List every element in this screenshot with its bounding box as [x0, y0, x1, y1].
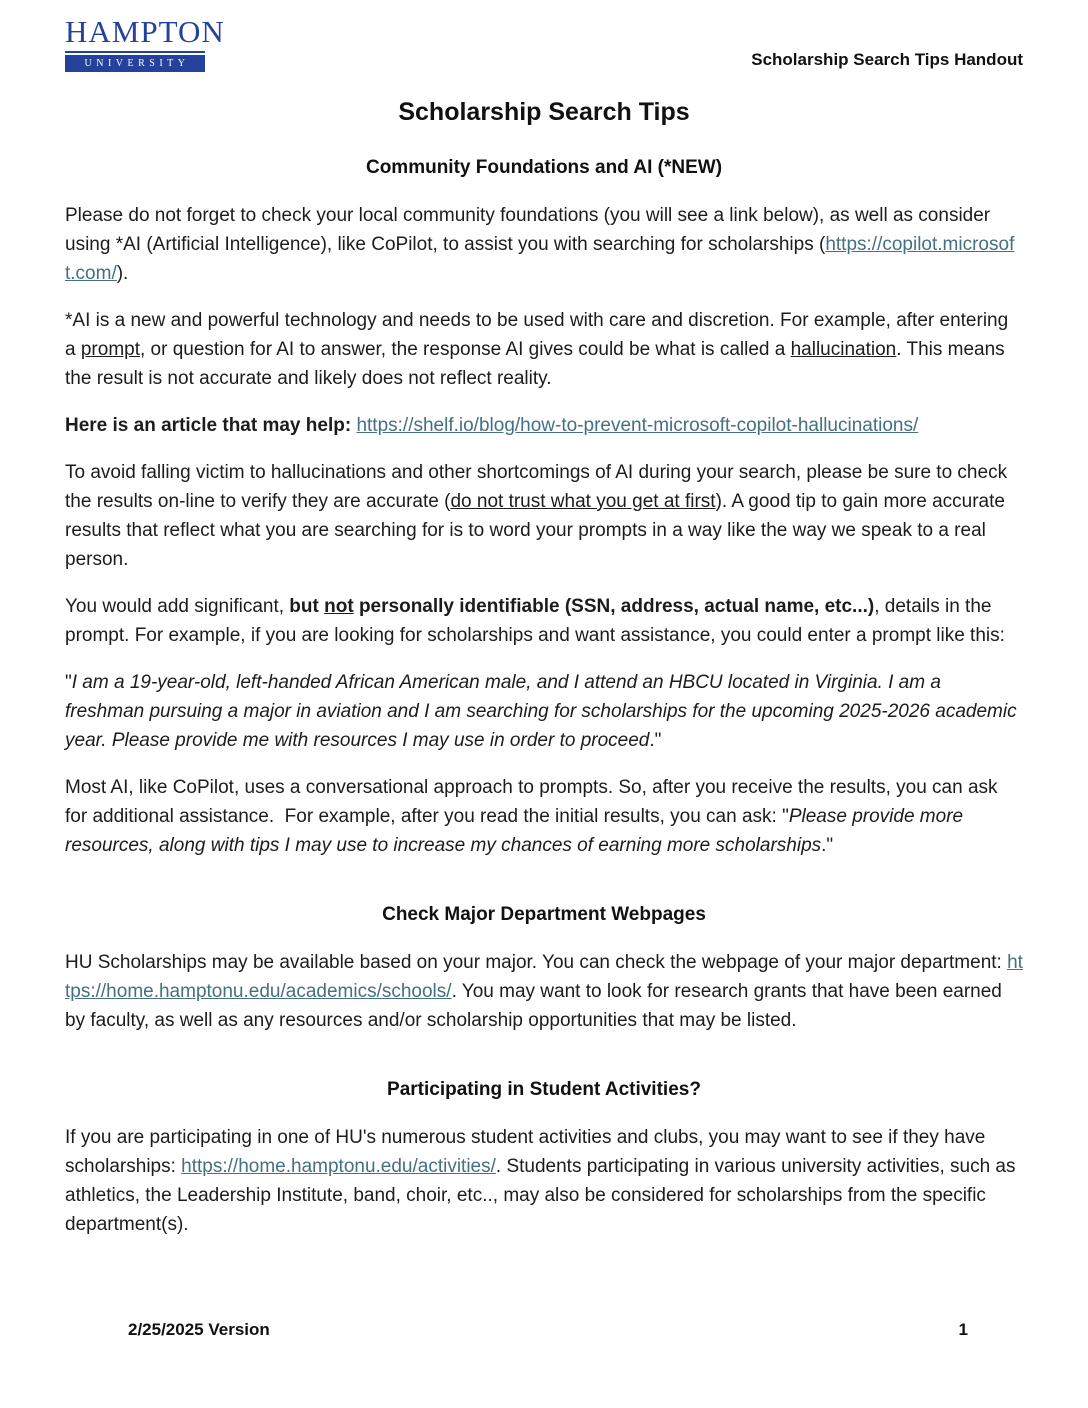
text-run: personally identifiable (SSN, address, actual name, etc...)	[353, 595, 875, 617]
text-run: do not trust what you get at first	[450, 490, 716, 512]
section-community-foundations-ai	[65, 157, 1023, 860]
section-student-activities	[65, 1079, 1023, 1239]
text-run: . You may want to look for research grants that have been earned by faculty, as well as any resources and/or scholarship opportunities that may be listed.	[65, 980, 1008, 1031]
handout-label: Scholarship Search Tips Handout	[751, 49, 1023, 69]
hyperlink[interactable]: https://home.hamptonu.edu/academics/schools/	[65, 951, 1023, 1002]
text-run: Please provide more resources, along with tips I may use to increase my chances of earning more scholarships	[65, 805, 969, 856]
text-run: Here is an article that may help:	[65, 414, 357, 436]
hyperlink[interactable]: https://shelf.io/blog/how-to-prevent-microsoft-copilot-hallucinations/	[356, 414, 919, 436]
text-run: *AI is a new and powerful technology and needs to be used with care and discretion. For example, after entering a	[65, 309, 1014, 360]
hyperlink[interactable]: https://home.hamptonu.edu/activities/	[181, 1155, 496, 1177]
page-footer	[0, 1320, 1088, 1340]
paragraph	[65, 306, 1023, 393]
page-title: Scholarship Search Tips	[398, 97, 690, 126]
section-paragraphs	[65, 201, 1023, 860]
text-run: I am a 19-year-old, left-handed African American male, and I attend an HBCU located in Virginia. I am a freshman pursuing a major in aviation and I am searching for scholarships for the upcoming 2025-2026 academic year. Please provide me with resources I may use in order to proceed	[65, 671, 1022, 751]
text-run: . This means the result is not accurate and likely does not reflect reality.	[65, 338, 1010, 389]
paragraph	[65, 1123, 1023, 1239]
section-paragraphs	[65, 1123, 1023, 1239]
paragraph	[65, 773, 1023, 860]
document-body	[0, 157, 1088, 1239]
section-heading: Participating in Student Activities?	[387, 1078, 701, 1100]
logo-wordmark: HAMPTON	[65, 14, 225, 49]
hampton-university-logo	[65, 14, 225, 72]
text-run: Please do not forget to check your local community foundations (you will see a link below), as well as consider using *AI (Artificial Intelligence), like CoPilot, to assist you with searching for scholarships (	[65, 204, 996, 255]
text-run: If you are participating in one of HU's numerous student activities and clubs, you may want to see if they have scholarships:	[65, 1126, 991, 1177]
text-run: ).	[116, 262, 129, 284]
text-run: HU Scholarships may be available based on your major. You can check the webpage of your major department:	[65, 951, 1008, 973]
text-run: ."	[821, 834, 834, 856]
paragraph	[65, 592, 1023, 650]
paragraph	[65, 411, 1023, 440]
logo-divider	[65, 51, 205, 53]
version-label: 2/25/2025 Version	[128, 1320, 270, 1339]
hyperlink[interactable]: https://copilot.microsoft.com/	[65, 233, 1015, 284]
text-run: , details in the prompt. For example, if you are looking for scholarships and want assistance, you could enter a prompt like this:	[65, 595, 1005, 646]
paragraph	[65, 948, 1023, 1035]
text-run: not	[324, 595, 354, 617]
text-run: ."	[649, 729, 662, 751]
text-run: hallucination	[790, 338, 897, 360]
section-paragraphs	[65, 948, 1023, 1035]
paragraph	[65, 668, 1023, 755]
section-check-major-department	[65, 904, 1023, 1035]
section-heading: Check Major Department Webpages	[382, 903, 706, 925]
paragraph	[65, 458, 1023, 574]
section-heading: Community Foundations and AI (*NEW)	[365, 156, 723, 178]
text-run: ). A good tip to gain more accurate results that reflect what you are searching for is to word your prompts in a way like the way we speak to a real person.	[65, 490, 1011, 570]
text-run: . Students participating in various university activities, such as athletics, the Leadership Institute, band, choir, etc.., may also be considered for scholarships from the specific department(s).	[65, 1155, 1021, 1235]
text-run: prompt	[80, 338, 140, 360]
text-run: You would add significant,	[65, 595, 290, 617]
page-header	[0, 0, 1088, 72]
page-number: 1	[958, 1320, 968, 1339]
paragraph	[65, 201, 1023, 288]
logo-university-bar: UNIVERSITY	[65, 55, 205, 72]
text-run: To avoid falling victim to hallucinations and other shortcomings of AI during your search, please be sure to check the results on-line to verify they are accurate (	[65, 461, 1013, 512]
text-run: Most AI, like CoPilot, uses a conversational approach to prompts. So, after you receive the results, you can ask for additional assistance. For example, after you read the initial results, you can ask: "	[65, 776, 1003, 827]
text-run: , or question for AI to answer, the response AI gives could be what is called a	[140, 338, 791, 360]
text-run: but	[289, 595, 325, 617]
text-run: "	[65, 671, 72, 693]
